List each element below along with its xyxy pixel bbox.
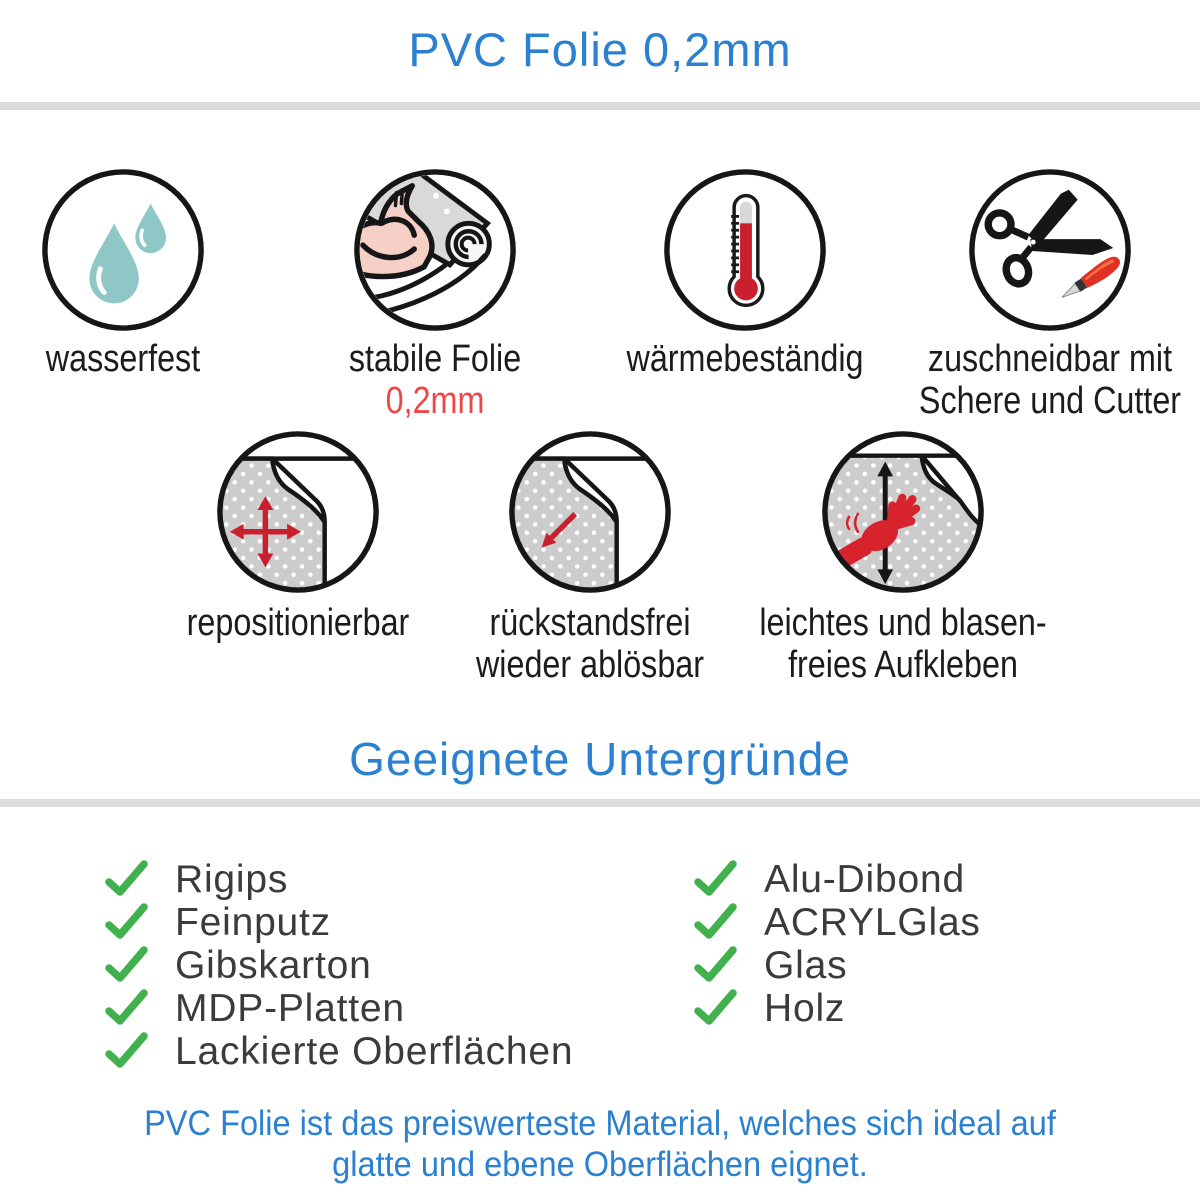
feature-label: stabile Folie 0,2mm <box>282 338 588 422</box>
list-item: Rigips <box>103 858 573 901</box>
check-icon <box>692 989 738 1029</box>
check-icon <box>103 989 149 1029</box>
list-item: ACRYLGlas <box>692 901 981 944</box>
list-item: Alu-Dibond <box>692 858 981 901</box>
substrates-right-column <box>692 858 981 1030</box>
check-icon <box>692 903 738 943</box>
page-title: PVC Folie 0,2mm <box>408 23 792 76</box>
check-icon <box>692 946 738 986</box>
feature-label: wasserfest <box>45 338 201 380</box>
list-item: Lackierte Oberflächen <box>103 1030 573 1073</box>
list-item: Gibskarton <box>103 944 573 987</box>
scissors-cutter-icon <box>966 166 1134 334</box>
feature-label: repositionierbar <box>186 602 410 644</box>
smooth-apply-foil-icon <box>819 428 987 596</box>
check-icon <box>103 946 149 986</box>
list-item: Feinputz <box>103 901 573 944</box>
feature-label: leichtes und blasen- freies Aufkleben <box>759 602 1047 686</box>
check-icon <box>103 860 149 900</box>
divider-top <box>0 102 1200 110</box>
substrates-left-column <box>103 858 573 1073</box>
feature-label: zuschneidbar mit Schere und Cutter <box>918 338 1182 422</box>
peel-off-foil-icon <box>506 428 674 596</box>
list-item: Holz <box>692 987 981 1030</box>
divider-middle <box>0 799 1200 807</box>
substrates-heading: Geeignete Untergründe <box>349 733 851 785</box>
check-icon <box>692 860 738 900</box>
thickness-value: 0,2mm <box>385 380 485 422</box>
thermometer-icon <box>661 166 829 334</box>
strong-arm-foil-icon <box>351 166 519 334</box>
feature-label: rückstandsfrei wieder ablösbar <box>475 602 705 686</box>
check-icon <box>103 903 149 943</box>
check-icon <box>103 1032 149 1072</box>
list-item: MDP-Platten <box>103 987 573 1030</box>
footer-note: PVC Folie ist das preiswerteste Material, welches sich ideal auf glatte und ebene Oberflächen eignet. <box>144 1104 1056 1184</box>
list-item: Glas <box>692 944 981 987</box>
feature-label: wärmebeständig <box>626 338 864 380</box>
water-drops-icon <box>39 166 207 334</box>
reposition-foil-icon <box>214 428 382 596</box>
